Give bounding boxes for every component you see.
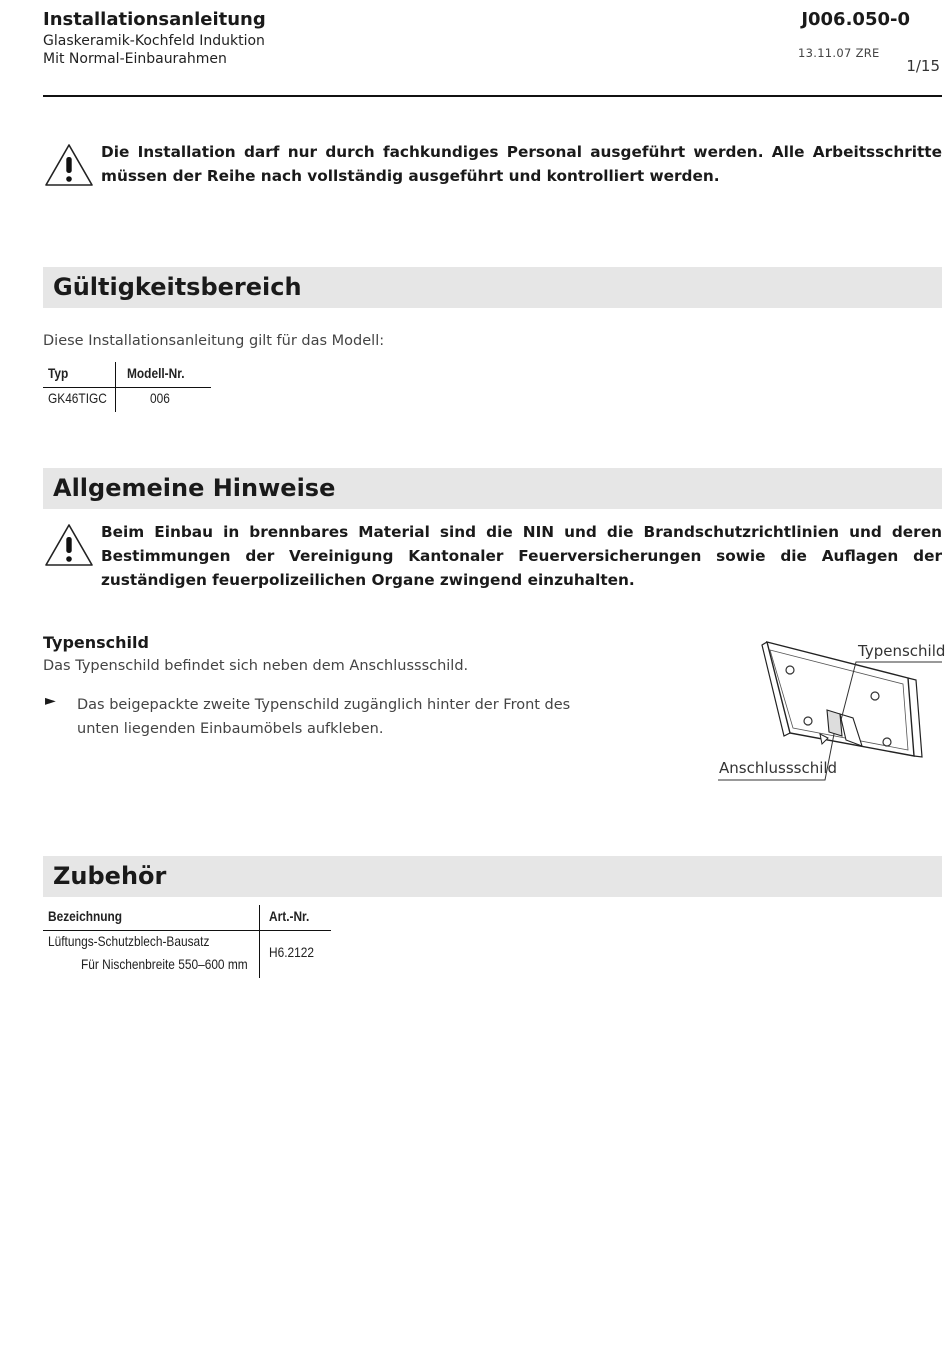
model-table-rule — [43, 387, 211, 388]
bullet-arrow-icon: ► — [45, 693, 56, 709]
model-table-type-value: GK46TIGC — [48, 390, 107, 406]
section-header-validity — [43, 267, 942, 308]
fire-safety-warning-text: Beim Einbau in brennbares Material sind die NIN und die Brandschutzrichtlinien und deren Bestimmungen der Vereinigung Kantonaler Feuerversicherungen sowie die Auflagen der zuständigen feuerpolizeilichen Organe zwingend einzuhalten. — [101, 523, 942, 589]
document-subtitle-1: Glaskeramik-Kochfeld Induktion — [43, 33, 265, 49]
document-subtitle-2: Mit Normal-Einbaurahmen — [43, 51, 227, 67]
typenschild-bullet-text: Das beigepackte zweite Typenschild zugänglich hinter der Front des unten liegenden Einbaumöbels aufkleben. — [77, 697, 571, 737]
page-number: 1/15 — [906, 57, 940, 75]
typenschild-heading: Typenschild — [43, 633, 149, 652]
model-table-header-type: Typ — [48, 365, 69, 381]
warning-icon — [43, 522, 95, 572]
figure-label-anschlussschild: Anschlussschild — [719, 759, 838, 777]
warning-icon — [43, 142, 95, 192]
accessories-item-detail: Für Nischenbreite 550–600 mm — [81, 956, 248, 972]
model-table — [43, 362, 213, 414]
model-table-header-model: Modell-Nr. — [127, 365, 185, 381]
model-table-divider — [115, 362, 116, 412]
document-title: Installationsanleitung — [43, 9, 266, 30]
document-number: J006.050-0 — [801, 9, 910, 30]
figure-label-typenschild: Typenschild — [858, 642, 946, 660]
section-title-general: Allgemeine Hinweise — [53, 474, 336, 502]
header-rule — [43, 95, 942, 97]
accessories-item-art: H6.2122 — [269, 944, 314, 960]
accessories-table-header-art: Art.-Nr. — [269, 908, 310, 924]
installation-warning-text: Die Installation darf nur durch fachkundiges Personal ausgeführt werden. Alle Arbeitsschritte müssen der Reihe nach vollständig ausgeführt und kontrolliert werden. — [101, 143, 942, 185]
accessories-table — [43, 905, 333, 980]
accessories-table-divider — [259, 905, 260, 978]
document-date: 13.11.07 ZRE — [798, 46, 880, 60]
section-title-validity: Gültigkeitsbereich — [53, 273, 302, 301]
section-title-accessories: Zubehör — [53, 862, 167, 890]
section-header-general — [43, 468, 942, 509]
model-table-model-value: 006 — [150, 390, 170, 406]
accessories-item-name: Lüftungs-Schutzblech-Bausatz — [48, 933, 210, 949]
typenschild-text: Das Typenschild befindet sich neben dem Anschlussschild. — [43, 658, 469, 674]
validity-intro-text: Diese Installationsanleitung gilt für das Modell: — [43, 333, 385, 349]
accessories-table-rule — [43, 930, 331, 931]
section-header-accessories — [43, 856, 942, 897]
accessories-table-header-name: Bezeichnung — [48, 908, 123, 924]
